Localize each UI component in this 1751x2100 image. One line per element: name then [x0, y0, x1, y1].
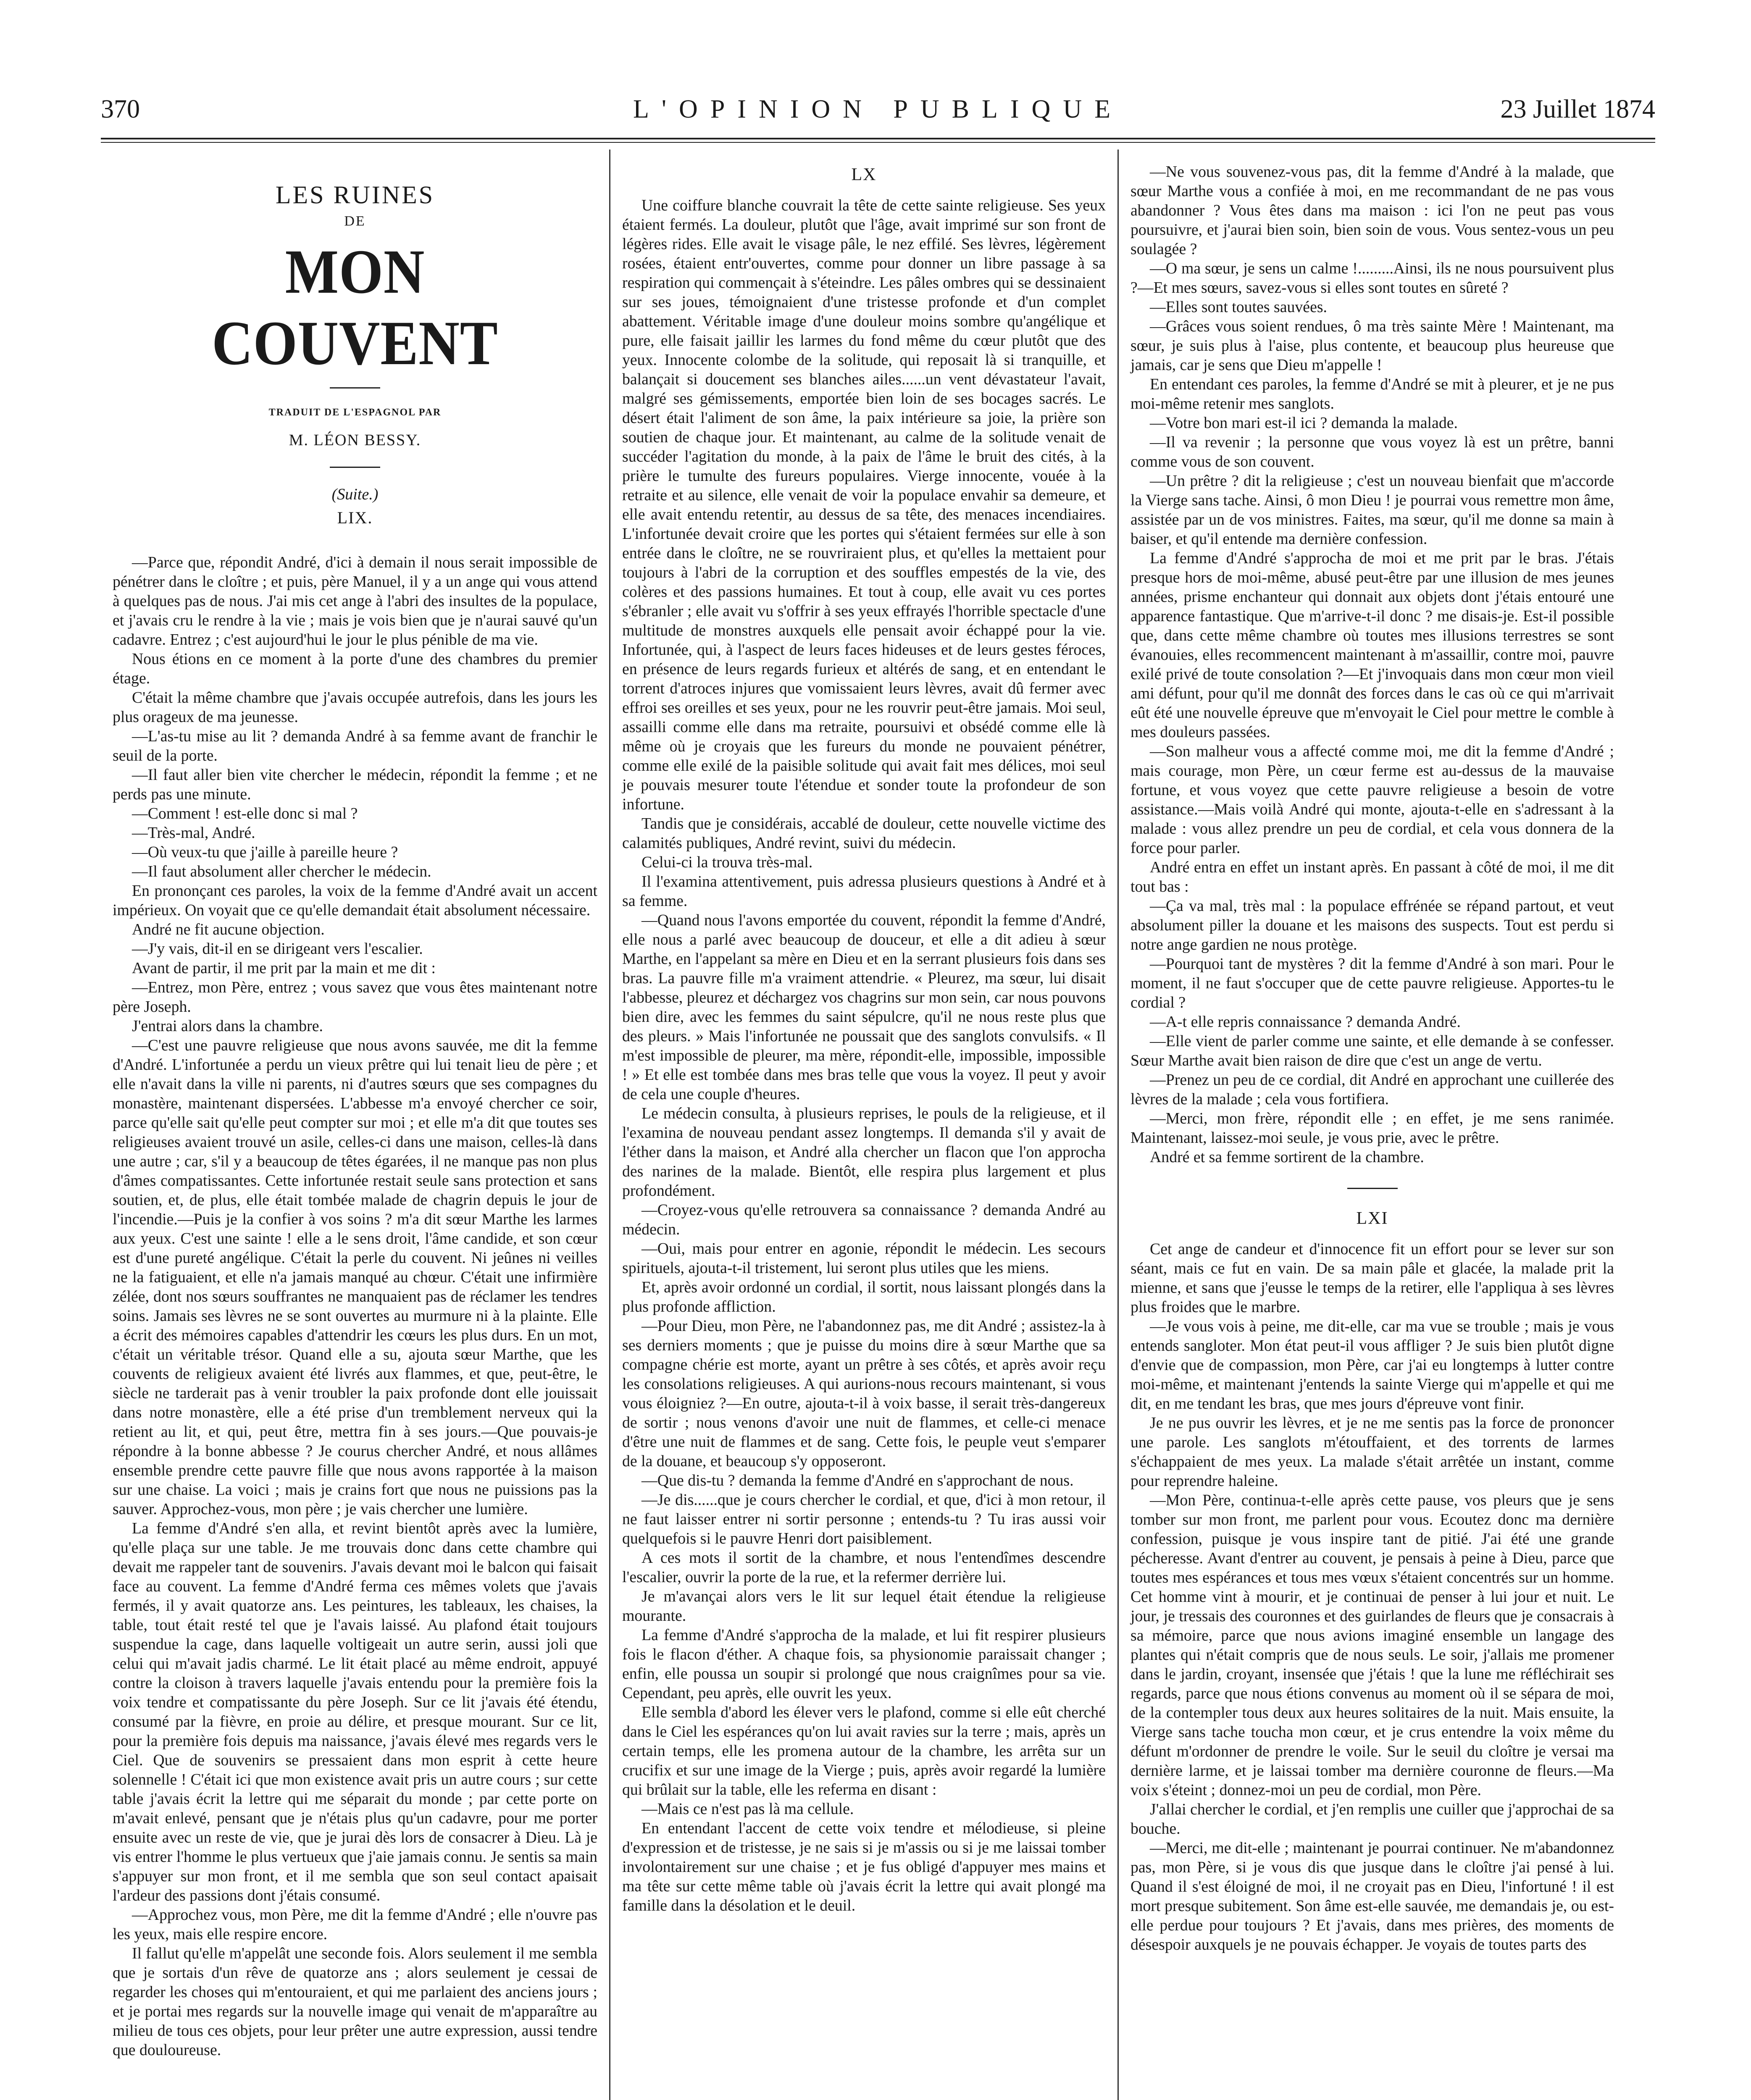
paragraph: —J'y vais, dit-il en se dirigeant vers l'escalier. — [132, 940, 423, 958]
paragraph: —Elle vient de parler comme une sainte, et elle demande à se confesser. Sœur Marthe avait bien raison de dire que c'est un ange de vertu. — [1131, 1032, 1614, 1069]
title-divider-2 — [330, 467, 380, 468]
paragraph: Cet ange de candeur et d'innocence fit un effort pour se lever sur son séant, mais ce fut en vain. De sa main pâle et glacée, la malade prit la mienne, et sans que j'eusse le temps de la retirer, elle l'appliqua à ses lèvres plus froides que le marbre. — [1131, 1240, 1614, 1316]
paragraph: En prononçant ces paroles, la voix de la femme d'André avait un accent impérieux. On voyait que ce qu'elle demandait était absolument nécessaire. — [113, 882, 597, 919]
paragraph: André entra en effet un instant après. En passant à côté de moi, il me dit tout bas : — [1131, 858, 1614, 895]
paragraph: —O ma sœur, je sens un calme !.........Ainsi, ils ne nous poursuivent plus ?—Et mes sœurs, savez-vous si elles sont toutes en sûreté ? — [1131, 260, 1614, 297]
paragraph: —Approchez vous, mon Père, me dit la femme d'André ; elle n'ouvre pas les yeux, mais elle respire encore. — [113, 1906, 597, 1943]
column-1-text — [113, 553, 597, 2060]
paragraph: Celui-ci la trouva très-mal. — [642, 853, 813, 871]
page-header — [101, 84, 1655, 134]
paragraph: —Comment ! est-elle donc si mal ? — [132, 805, 358, 822]
paragraph: —Que dis-tu ? demanda la femme d'André en s'approchant de nous. — [642, 1472, 1074, 1489]
paragraph: A ces mots il sortit de la chambre, et nous l'entendîmes descendre l'escalier, ouvrir la porte de la rue, et la refermer derrière lui. — [622, 1549, 1106, 1586]
paragraph: —Mon Père, continua-t-elle après cette pause, vos pleurs que je sens tomber sur mon front, me parlent pour vous. Ecoutez donc ma dernière confession, puisque je vous inspire tant de pitié. J'ai été une grande pécheresse. Avant d'entrer au couvent, je pensais à peine à Dieu, parce que toutes mes espérances et tous mes vœux s'étaient concentrés sur un homme. Cet homme vint à mourir, et je continuai de penser à lui jour et nuit. Le jour, je tressais des couronnes et des guirlandes de fleurs que je consacrais à sa mémoire, parce que nous avions imaginé ensemble un langage des plantes qui n'était compris que de nous seuls. Le soir, j'allais me promener dans le jardin, croyant, insensée que j'étais ! que la lune me réfléchirait ses regards, parce que nous étions convenus au moment où il se sépara de moi, de la contempler tous deux aux heures solitaires de la nuit. Mais ensuite, la Vierge sans tache toucha mon cœur, et je crus entendre la voix même du défunt m'ordonner de prendre le voile. Sur le seuil du cloître je versai ma dernière larme, et je laissai tomber ma dernière couronne de fleurs.—Ma voix s'éteint ; donnez-moi un peu de cordial, mon Père. — [1131, 1491, 1614, 1799]
columns — [101, 150, 1655, 2100]
column-3-text-a — [1131, 162, 1614, 1167]
translator-name: M. LÉON BESSY. — [289, 431, 421, 449]
paragraph: —A-t elle repris connaissance ? demanda André. — [1150, 1013, 1461, 1031]
chapter-heading-lix: LIX. — [337, 508, 373, 527]
column-2 — [609, 150, 1117, 2100]
paragraph: Tandis que je considérais, accablé de douleur, cette nouvelle victime des calamités publiques, André revint, suivi du médecin. — [622, 815, 1106, 852]
issue-date: 23 Juillet 1874 — [1500, 95, 1655, 123]
paragraph: —Ne vous souvenez-vous pas, dit la femme d'André à la malade, que sœur Marthe vous a confiée à moi, en me recommandant de ne pas vous abandonner ? Vous êtes dans ma maison : ici l'on ne peut pas vous poursuivre, et j'aurai bien soin, bien soin de vous. Vous sentez-vous un peu soulagée ? — [1131, 163, 1614, 258]
paragraph: —Je dis......que je cours chercher le cordial, et que, d'ici à mon retour, il ne faut laisser entrer ni sortir personne ; entends-tu ? Tu iras aussi voir quelquefois si le pauvre Henri dort paisiblement. — [622, 1491, 1106, 1547]
paragraph: La femme d'André s'approcha de moi et me prit par le bras. J'étais presque hors de moi-même, abusé peut-être par une illusion de mes jeunes années, prisme enchanteur qui donnait aux objets dont j'étais entouré une apparence fantastique. Que m'arrive-t-il donc ? me disais-je. Est-il possible que, dans cette même chambre où toutes mes illusions terrestres se sont évanouies, elles recommencent maintenant à m'assaillir, contre moi, pauvre exilé privé de toute consolation ?—Et j'invoquais dans mon cœur mon vieil ami défunt, pour qu'il me donnât des forces dans le cas où ce qui m'arrivait eût été une nouvelle épreuve que m'envoyait le Ciel pour mettre le comble à mes douleurs passées. — [1131, 549, 1614, 741]
paragraph: C'était la même chambre que j'avais occupée autrefois, dans les jours les plus orageux de ma jeunesse. — [113, 689, 597, 726]
paragraph: Et, après avoir ordonné un cordial, il sortit, nous laissant plongés dans la plus profonde affliction. — [622, 1278, 1106, 1315]
column-2-text — [622, 196, 1106, 1915]
journal-title: L'OPINION PUBLIQUE — [633, 95, 1123, 123]
paragraph: —Pour Dieu, mon Père, ne l'abandonnez pas, me dit André ; assistez-la à ses derniers moments ; que je puisse du moins dire à sœur Marthe que sa compagne chérie est morte, ayant un prêtre à ses côtés, et après avoir reçu les consolations religieuses. A qui aurions-nous recours maintenant, si vous vous éloigniez ?—En outre, ajouta-t-il à voix basse, il serait très-dangereux de sortir ; nous venons d'avoir une nuit de flammes, et celle-ci menace d'être une nuit de flammes et de sang. Cette fois, le peuple veut s'emparer de la douane, et beaucoup s'y opposeront. — [622, 1317, 1106, 1470]
paragraph: —Où veux-tu que j'aille à pareille heure ? — [132, 843, 398, 861]
column-3 — [1117, 150, 1626, 2100]
paragraph: Il l'examina attentivement, puis adressa plusieurs questions à André et à sa femme. — [622, 873, 1106, 910]
paragraph: —Elles sont toutes sauvées. — [1150, 298, 1328, 316]
column-1 — [101, 150, 609, 2100]
paragraph: —Il faut absolument aller chercher le médecin. — [132, 863, 431, 880]
paragraph: —Votre bon mari est-il ici ? demanda la malade. — [1150, 414, 1458, 432]
paragraph: —L'as-tu mise au lit ? demanda André à sa femme avant de franchir le seuil de la porte. — [113, 727, 597, 764]
paragraph: En entendant ces paroles, la femme d'André se mit à pleurer, et je ne pus moi-même retenir mes sanglots. — [1131, 375, 1614, 412]
paragraph: André ne fit aucune objection. — [132, 921, 325, 938]
paragraph: —Il va revenir ; la personne que vous voyez là est un prêtre, banni comme vous de son couvent. — [1131, 433, 1614, 470]
chapter-heading-lx: LX — [851, 165, 877, 184]
paragraph: —Prenez un peu de ce cordial, dit André en approchant une cuillerée des lèvres de la malade ; cela vous fortifiera. — [1131, 1071, 1614, 1108]
paragraph: —Ça va mal, très mal : la populace effrénée se répand partout, et veut absolument piller la douane et les maisons des suspects. Tout est perdu si notre ange gardien ne nous protège. — [1131, 897, 1614, 953]
paragraph: —Il faut aller bien vite chercher le médecin, répondit la femme ; et ne perds pas une minute. — [113, 766, 597, 803]
paragraph: Je m'avançai alors vers le lit sur lequel était étendue la religieuse mourante. — [622, 1588, 1106, 1625]
column-3-text-b — [1131, 1239, 1614, 1954]
paragraph: En entendant l'accent de cette voix tendre et mélodieuse, si pleine d'expression et de tristesse, je ne sais si je m'assis ou si je me laissai tomber involontairement sur une chaise ; et je fus obligé d'appuyer mes mains et ma tête sur cette même table où j'avais écrit la lettre qui avait plongé ma famille dans la désolation et le deuil. — [622, 1819, 1106, 1914]
paragraph: J'entrai alors dans la chambre. — [132, 1017, 323, 1035]
paragraph: Une coiffure blanche couvrait la tête de cette sainte religieuse. Ses yeux étaient fermés. La douleur, plutôt que l'âge, avait imprimé sur son front de légères rides. Elle avait le visage pâle, le nez effilé. Ses lèvres, légèrement rosées, étaient entr'ouvertes, comme pour donner un libre passage à sa respiration qui commençait à s'éteindre. Les pâles ombres qui se dessinaient sur ses joues, témoignaient d'une tristesse profonde et d'un complet abattement. Véritable image d'une douleur moins sombre qu'angélique et pure, elle faisait jaillir les larmes du fond même du cœur plutôt que des yeux. Innocente colombe de la solitude, qui reposait là si tranquille, et balançait si doucement ses blanches ailes......un vent dévastateur l'avait, malgré ses gémissements, emportée bien loin de ses bocages sacrés. Le désert était l'aliment de son âme, la paix intérieure sa joie, la prière son soutien de chaque jour. Et maintenant, au calme de la solitude venait de succéder l'agitation du monde, à la paix de l'âme le bruit des cités, à la prière le tumulte des fureurs populaires. Vierge innocente, vouée à la retraite et au silence, elle venait de voir la populace envahir sa demeure, et elle avait entendu retentir, au dessus de sa tête, des menaces incendiaires. L'infortunée devait croire que les portes qui s'étaient fermées sur elle à son entrée dans le cloître, ne se rouvriraient plus, et qu'elles la mettaient pour toujours à l'abri de la corruption et des souffles empestés de la vie, des colères et des passions humaines. Et tout à coup, elle avait vu ces portes s'ébranler ; elle avait vu s'offrir à ses yeux effrayés l'horrible spectacle d'une multitude de monstres auxquels elle pensait avoir échappé pour la vie. Infortunée, qui, à l'aspect de leurs faces hideuses et de leurs gestes féroces, en présence de leurs regards furieux et altérés de sang, et en entendant le torrent d'atroces injures que vomissaient leurs lèvres, avait dû fermer avec effroi ses oreilles et ses yeux, pour ne les rouvrir peut-être jamais. Moi seul, assailli comme elle dans ma retraite, poursuivi et obsédé comme elle là même où je croyais que les fureurs du monde ne pouvaient pénétrer, comme elle exilé de la paisible solitude qui avait fait mes délices, moi seul je pouvais mesurer toute l'étendue et sonder toute la profondeur de son infortune. — [622, 197, 1106, 813]
translator-line: TRADUIT DE L'ESPAGNOL PAR — [268, 407, 442, 418]
paragraph: Je ne pus ouvrir les lèvres, et je ne me sentis pas la force de prononcer une parole. Les sanglots m'étouffaient, et des torrents de larmes s'échappaient de mes yeux. La malade s'était arrêtée un instant, comme pour reprendre haleine. — [1131, 1414, 1614, 1490]
serial-main-title: MON COUVENT — [212, 237, 498, 378]
paragraph: —Grâces vous soient rendues, ô ma très sainte Mère ! Maintenant, ma sœur, je suis plus à l'aise, plus contente, et beaucoup plus heureuse que jamais, car je sens que Dieu m'appelle ! — [1131, 318, 1614, 374]
paragraph: —C'est une pauvre religieuse que nous avons sauvée, me dit la femme d'André. L'infortunée a perdu un vieux prêtre qui lui tenait lieu de père ; et elle n'avait dans la ville ni parents, ni d'autres sœurs que ses compagnes du monastère, maintenant dispersées. L'abbesse m'a envoyé chercher ce soir, parce qu'elle sait qu'elle peut compter sur moi ; et elle m'a dit que toutes ses religieuses avaient trouvé un asile, celles-ci dans une maison, celles-là dans une autre ; car, s'il y a beaucoup de têtes égarées, il ne manque pas non plus d'âmes compatissantes. Cette infortunée restait seule sans protection et sans soutien, et, de plus, elle était tombée malade de chagrin depuis le jour de l'incendie.—Puis je la confier à vos soins ? m'a dit sœur Marthe les larmes aux yeux. C'est une sainte ! elle a le sens droit, l'âme candide, et son cœur est d'une pureté angélique. C'était la perle du couvent. Ni jeûnes ni veilles ne la fatiguaient, et elle n'a jamais manqué au chœur. C'était une infirmière zélée, dont nos sœurs souffrantes ne manquaient pas de réclamer les tendres soins. Jamais ses lèvres ne se sont ouvertes au murmure ni à la plainte. Elle a écrit des mémoires capables d'attendrir les cœurs les plus durs. En un mot, c'était un véritable trésor. Quand elle a su, ajouta sœur Marthe, que les couvents de religieux avaient été livrés aux flammes, et que, peut-être, le siècle ne tarderait pas à venir troubler la paix profonde dont elle jouissait dans notre monastère, elle a été prise d'un tremblement nerveux qui la retient au lit, et qui, peut être, mettra fin à ses jours.—Que pouvais-je répondre à la bonne abbesse ? Je courus chercher André, et nous allâmes ensemble prendre cette pauvre fille que nous avons rapportée à la maison sur une chaise. La voici ; mais je crains fort que nous ne puissions pas la sauver. Approchez-vous, mon père ; je vais chercher une lumière. — [113, 1037, 597, 1518]
continuation-note: (Suite.) — [331, 486, 379, 503]
paragraph: —Pourquoi tant de mystères ? dit la femme d'André à son mari. Pour le moment, il ne faut s'occuper que de cette pauvre religieuse. Apportes-tu le cordial ? — [1131, 955, 1614, 1011]
paragraph: —Entrez, mon Père, entrez ; vous savez que vous êtes maintenant notre père Joseph. — [113, 979, 597, 1016]
newspaper-page — [101, 84, 1655, 2100]
section-divider — [1347, 1188, 1398, 1189]
serial-title-line2: DE — [344, 213, 366, 229]
chapter-heading-lxi: LXI — [1356, 1209, 1388, 1228]
paragraph: —Merci, mon frère, répondit elle ; en effet, je me sens ranimée. Maintenant, laissez-moi seule, je vous prie, avec le prêtre. — [1131, 1110, 1614, 1147]
paragraph: —Mais ce n'est pas là ma cellule. — [642, 1800, 854, 1818]
paragraph: —Un prêtre ? dit la religieuse ; c'est un nouveau bienfait que m'accorde la Vierge sans tache. Ainsi, ô mon Dieu ! je pourrai vous remettre mon âme, assistée par un de vos ministres. Faites, ma sœur, qu'il me donne sa main à baiser, et qu'il entende ma dernière confession. — [1131, 472, 1614, 548]
paragraph: Avant de partir, il me prit par la main et me dit : — [132, 959, 436, 977]
paragraph: —Son malheur vous a affecté comme moi, me dit la femme d'André ; mais courage, mon Père, un cœur ferme est au-dessus de la mauvaise fortune, et vous voyez que cette pauvre religieuse a besoin de votre assistance.—Mais voilà André qui monte, ajouta-t-elle en s'adressant à la malade : vous allez prendre un peu de cordial, et cela vous donnera de la force pour parler. — [1131, 743, 1614, 857]
paragraph: Elle sembla d'abord les élever vers le plafond, comme si elle eût cherché dans le Ciel les espérances qu'on lui avait ravies sur la terre ; mais, après un certain temps, elle les promena autour de la chambre, les arrêta sur un crucifix et sur une image de la Vierge ; puis, après avoir regardé la lumière qui brûlait sur la table, elle les referma en disant : — [622, 1704, 1106, 1798]
paragraph: André et sa femme sortirent de la chambre. — [1150, 1148, 1424, 1166]
paragraph: —Merci, me dit-elle ; maintenant je pourrai continuer. Ne m'abandonnez pas, mon Père, si je vous dis que jusque dans le cloître j'ai pensé à lui. Quand il s'est éloigné de moi, il ne croyait pas en Dieu, l'infortuné ! il est mort presque subitement. Son âme est-elle sauvée, me demandais je, ou est-elle perdue pour toujours ? Et j'avais, dans mes prières, des moments de désespoir auxquels je ne pouvais échapper. Je voyais de toutes parts des — [1131, 1839, 1614, 1953]
paragraph: —Parce que, répondit André, d'ici à demain il nous serait impossible de pénétrer dans le cloître ; et puis, père Manuel, il y a un ange qui vous attend à quelques pas de nous. J'ai mis cet ange à l'abri des insultes de la populace, et j'avais cru le rendre à la vie ; mais je vois bien que je n'aurai sauvé qu'un cadavre. Entrez ; c'est aujourd'hui le jour le plus pénible de ma vie. — [113, 554, 597, 648]
header-rule — [101, 138, 1655, 143]
page-number: 370 — [101, 95, 140, 123]
paragraph: Nous étions en ce moment à la porte d'une des chambres du premier étage. — [113, 650, 597, 687]
paragraph: —Oui, mais pour entrer en agonie, répondit le médecin. Les secours spirituels, ajouta-t-il tristement, lui seront plus utiles que les miens. — [622, 1240, 1106, 1277]
paragraph: J'allai chercher le cordial, et j'en remplis une cuiller que j'approchai de sa bouche. — [1131, 1801, 1614, 1838]
paragraph: —Quand nous l'avons emportée du couvent, répondit la femme d'André, elle nous a parlé avec beaucoup de douceur, et elle a dit adieu à sœur Marthe, en l'appelant sa mère en Dieu et en la serrant plusieurs fois dans ses bras. La pauvre fille m'a vraiment attendrie. « Pleurez, ma sœur, lui disait l'abbesse, pleurez et déchargez vos chagrins sur mon sein, car nous pouvons bien dire, avec les femmes du saint sépulcre, qu'il ne nous reste plus que des pleurs. » Mais l'infortunée ne poussait que des sanglots convulsifs. « Il m'est impossible de pleurer, ma mère, répondit-elle, impossible, impossible ! » Et elle est tombée dans mes bras telle que vous la voyez. Il peut y avoir de cela une couple d'heures. — [622, 911, 1106, 1103]
paragraph: La femme d'André s'approcha de la malade, et lui fit respirer plusieurs fois le flacon d'éther. A chaque fois, sa physionomie paraissait changer ; enfin, elle poussa un soupir si prolongé que nous craignîmes pour sa vie. Cependant, peu après, elle ouvrit les yeux. — [622, 1626, 1106, 1702]
paragraph: Le médecin consulta, à plusieurs reprises, le pouls de la religieuse, et il l'examina de nouveau pendant assez longtemps. Il demanda s'il y avait de l'éther dans la maison, et André alla chercher un flacon que l'on approcha des narines de la malade. Bientôt, elle respira plus largement et plus profondément. — [622, 1105, 1106, 1200]
paragraph: La femme d'André s'en alla, et revint bientôt après avec la lumière, qu'elle plaça sur une table. Je me trouvais donc dans cette chambre qui devait me rappeler tant de souvenirs. J'avais devant moi le balcon qui faisait face au couvent. La femme d'André ferma ces mêmes volets que j'avais fermés, il y avait quatorze ans. Les peintures, les tableaux, les chaises, la table, tout était resté tel que je l'avais laissé. Au plafond était toujours suspendue la cage, dans laquelle voltigeait un autre serin, aussi joli que celui qui m'avait jadis charmé. Le lit était placé au même endroit, appuyé contre la cloison à travers laquelle j'avais entendu pour la première fois la voix tendre et compatissante du père Joseph. Sur ce lit j'avais été étendu, consumé par la fièvre, en proie au délire, et presque mourant. Sur ce lit, pour la première fois depuis ma naissance, j'avais élevé mes regards vers le Ciel. Que de souvenirs se pressaient dans mon esprit à cette heure solennelle ! C'était ici que mon existence avait pris un autre cours ; sur cette table j'avais écrit la lettre qui me séparait du monde ; par cette porte on m'avait enlevé, pensant que je n'étais plus qu'un cadavre, pour me porter ensuite avec un reste de vie, que je jurai dès lors de consacrer à Dieu. Là je vis entrer l'homme le plus vertueux que j'aie jamais connu. Je sentis sa main s'appuyer sur mon front, et il me sembla que son seul contact apaisait l'ardeur des passions dont j'étais consumé. — [113, 1520, 597, 1904]
title-divider — [330, 387, 380, 388]
paragraph: —Je vous vois à peine, me dit-elle, car ma vue se trouble ; mais je vous entends sangloter. Mon état peut-il vous affliger ? Je suis bien plutôt digne d'envie que de compassion, mon Père, car j'ai eu longtemps à lutter contre moi-même, et maintenant j'entends la sainte Vierge qui m'appelle et qui me dit, en me tendant les bras, que mes jours d'épreuve vont finir. — [1131, 1318, 1614, 1412]
paragraph: Il fallut qu'elle m'appelât une seconde fois. Alors seulement il me sembla que je sortais d'un rêve de quatorze ans ; alors seulement je cessai de regarder les choses qui m'entouraient, et qui me parlaient des anciens jours ; et je portai mes regards sur la nouvelle image qui venait de m'apparaître au milieu de tous ces objets, pour leur prêter une autre expression, aussi tendre que douloureuse. — [113, 1945, 597, 2059]
serial-title-line1: LES RUINES — [275, 181, 435, 209]
paragraph: —Très-mal, André. — [132, 824, 255, 842]
paragraph: —Croyez-vous qu'elle retrouvera sa connaissance ? demanda André au médecin. — [622, 1201, 1106, 1238]
